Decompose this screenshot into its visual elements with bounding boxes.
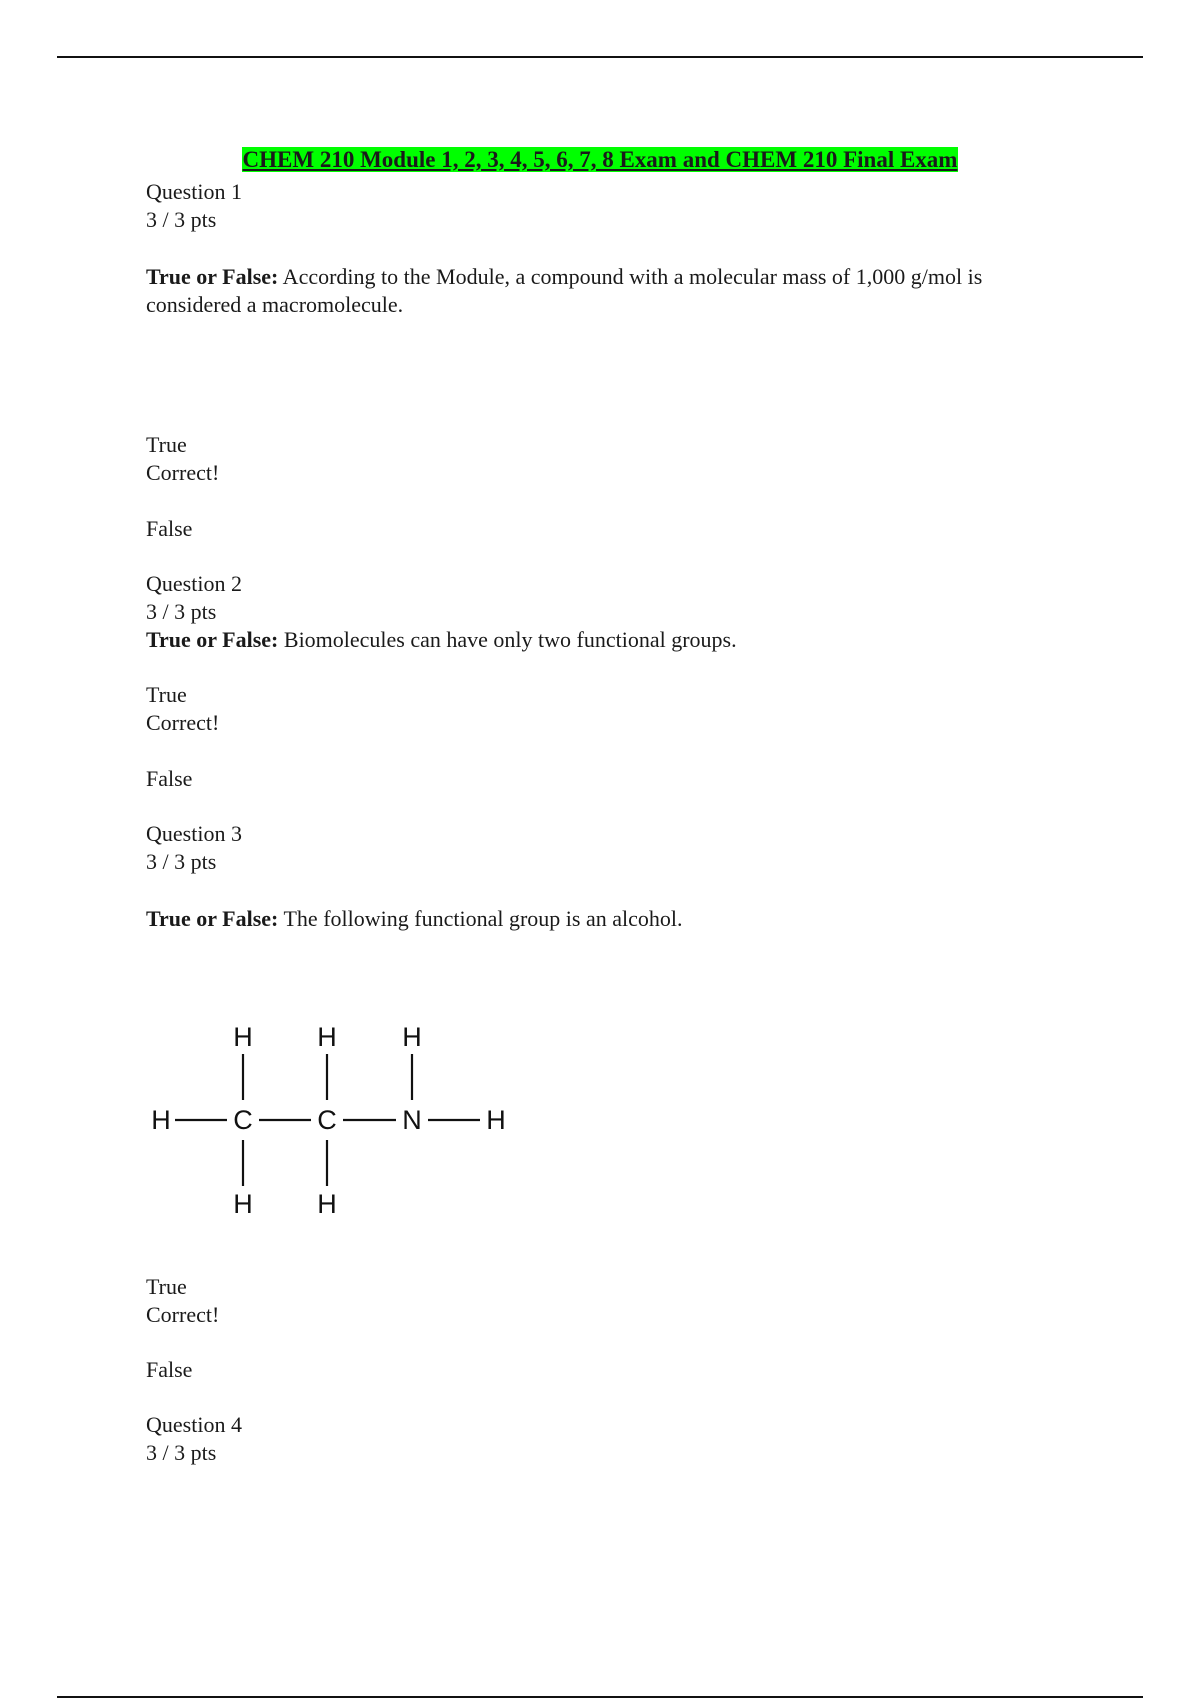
atom-c-2: C (317, 1105, 337, 1135)
atom-h-bottom-2: H (317, 1189, 337, 1219)
document-title: CHEM 210 Module 1, 2, 3, 4, 5, 6, 7, 8 Exam and CHEM 210 Final Exam (242, 147, 958, 172)
atom-h-top-3: H (402, 1022, 422, 1052)
question-1-option-false[interactable]: False (146, 516, 193, 541)
question-1-feedback: Correct! (146, 460, 220, 485)
atom-c-1: C (233, 1105, 253, 1135)
atom-n: N (402, 1105, 422, 1135)
question-3-feedback: Correct! (146, 1302, 220, 1327)
question-3-prompt-text: The following functional group is an alcohol. (278, 906, 683, 931)
question-2-points: 3 / 3 pts (146, 599, 217, 624)
question-3-points: 3 / 3 pts (146, 849, 217, 874)
header-rule (57, 56, 1143, 58)
question-2-option-false[interactable]: False (146, 766, 193, 791)
question-2-prompt-text: Biomolecules can have only two functional groups. (278, 627, 737, 652)
question-4-label: Question 4 (146, 1412, 242, 1437)
question-1-prompt (146, 263, 1076, 319)
question-3-label: Question 3 (146, 821, 242, 846)
question-4-points: 3 / 3 pts (146, 1440, 217, 1465)
question-1-prompt-prefix: True or False: (146, 264, 279, 289)
atom-h-top-1: H (233, 1022, 253, 1052)
question-2-prompt-prefix: True or False: (146, 627, 279, 652)
atom-h-right: H (486, 1105, 506, 1135)
question-1-prompt-text: According to the Module, a compound with a molecular mass of 1,000 g/mol is considered a macromolecule. (146, 264, 983, 317)
ethylamine-structure-diagram (146, 1012, 526, 1232)
question-1-option-true[interactable]: True (146, 432, 187, 457)
question-3-option-true[interactable]: True (146, 1274, 187, 1299)
question-1-label: Question 1 (146, 179, 242, 204)
atom-h-top-2: H (317, 1022, 337, 1052)
question-3-option-false[interactable]: False (146, 1357, 193, 1382)
footer-rule (57, 1696, 1143, 1698)
question-3-prompt-prefix: True or False: (146, 906, 279, 931)
atom-h-left: H (151, 1105, 171, 1135)
question-2-option-true[interactable]: True (146, 682, 187, 707)
question-3-prompt (146, 905, 1076, 933)
question-2-label: Question 2 (146, 571, 242, 596)
question-2-feedback: Correct! (146, 710, 220, 735)
question-2-prompt (146, 626, 1076, 654)
atom-h-bottom-1: H (233, 1189, 253, 1219)
question-1-points: 3 / 3 pts (146, 207, 217, 232)
structural-formula-svg (146, 1012, 526, 1232)
